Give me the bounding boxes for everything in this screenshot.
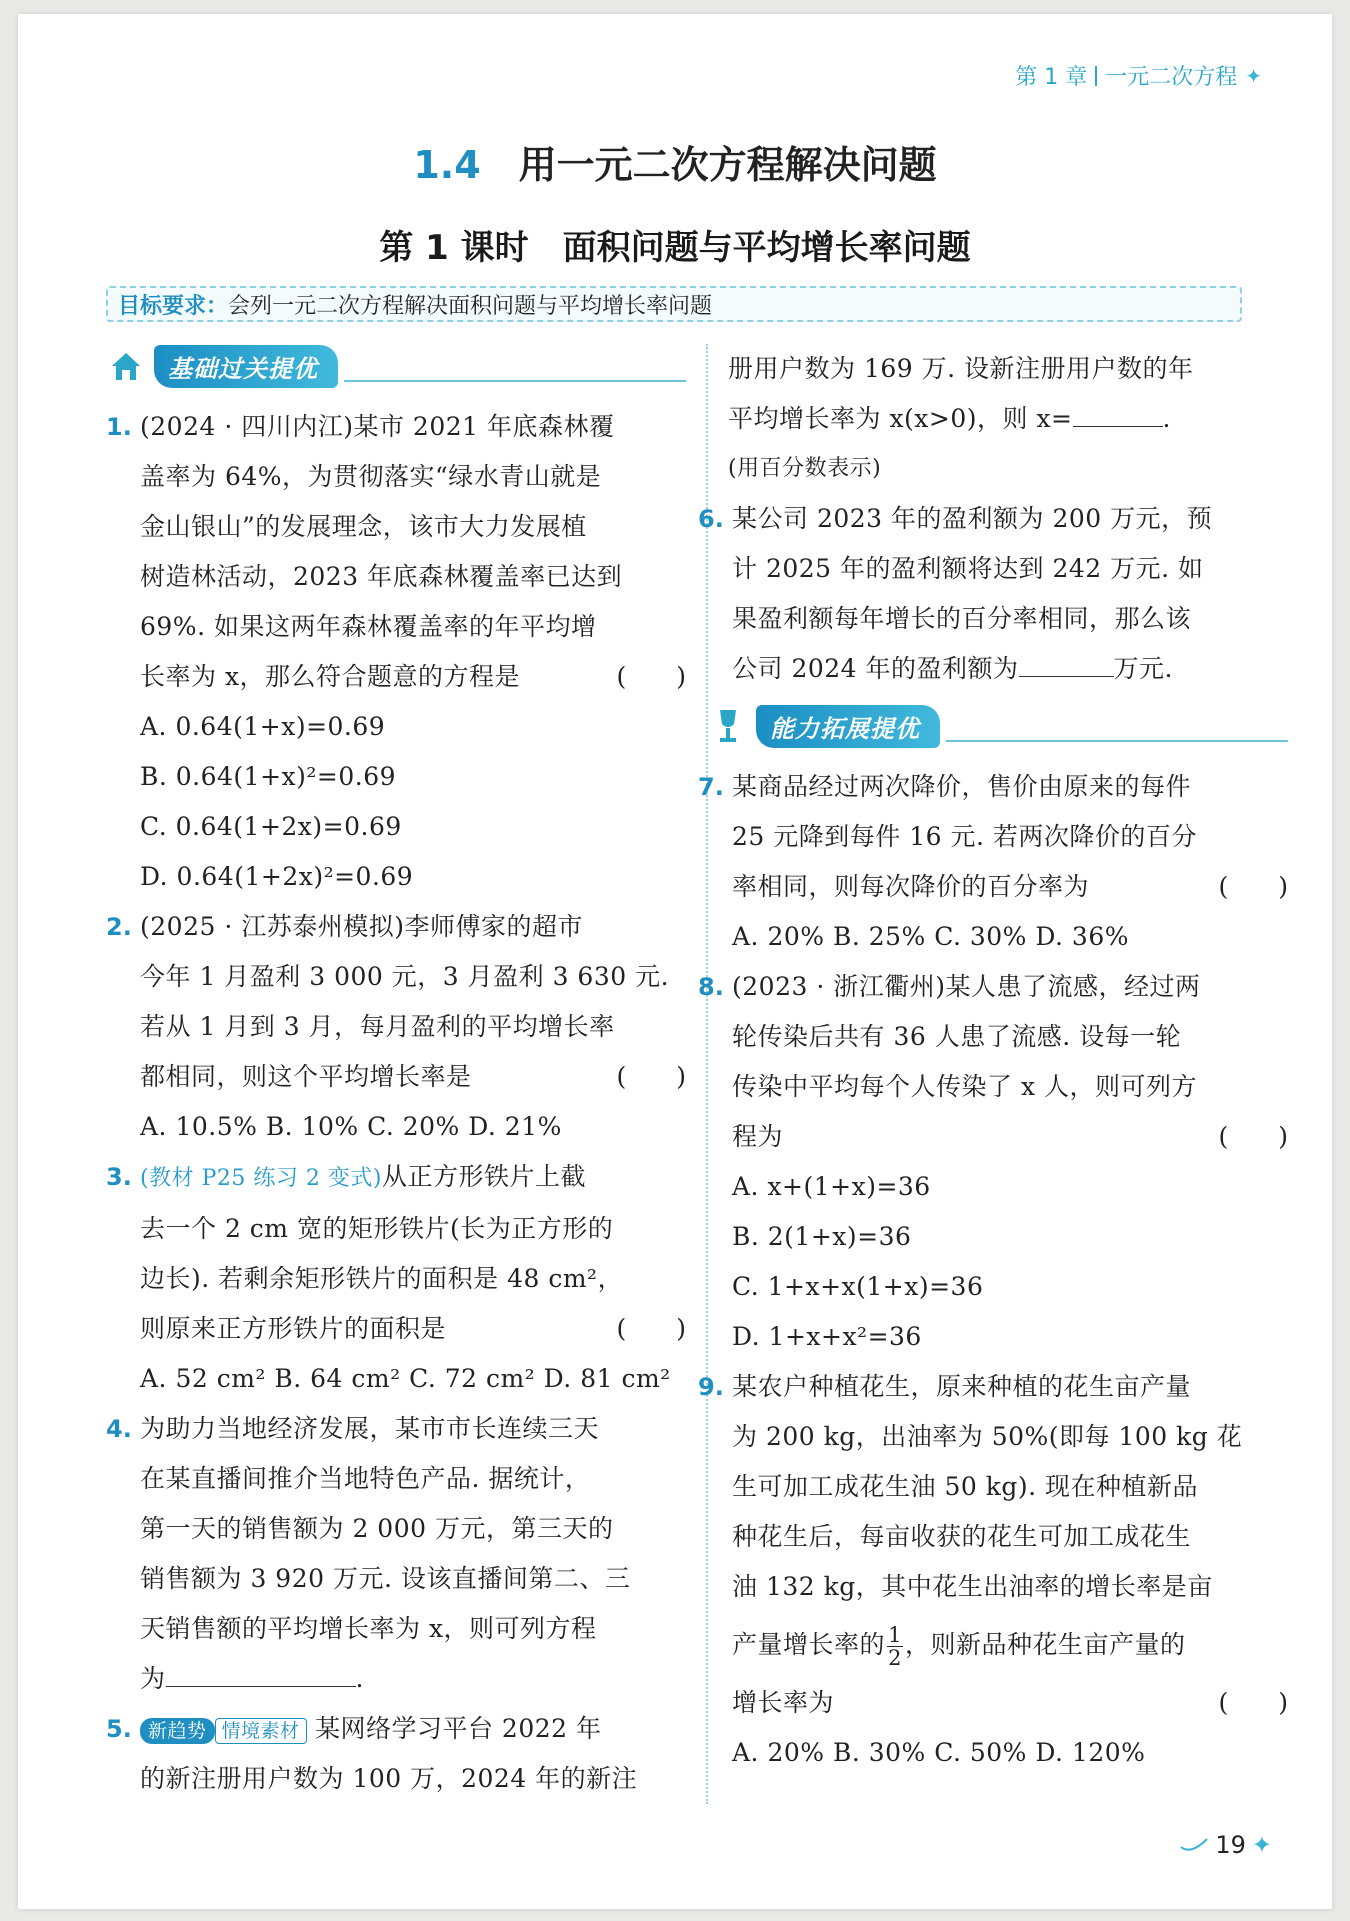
question-text: 率相同，则每次降价的百分率为	[732, 872, 1090, 901]
fraction-denominator: 2	[888, 1646, 902, 1670]
answer-blank[interactable]	[1073, 404, 1163, 427]
lesson-subtitle: 第 1 课时 面积问题与平均增长率问题	[379, 228, 971, 268]
answer-parentheses: ( )	[616, 662, 686, 691]
option-d: D. 0.64(1+2x)²=0.69	[140, 862, 414, 891]
question-text: 程为	[732, 1122, 784, 1151]
question-number: 4.	[106, 1415, 132, 1443]
banner-rule	[946, 740, 1288, 742]
question-line	[698, 644, 1288, 694]
unit-text: 万元.	[1113, 654, 1173, 683]
running-header	[1015, 60, 1262, 91]
question-text: 为	[140, 1664, 166, 1693]
question-text: 平均增长率为 x(x>0)，则 x=	[728, 404, 1073, 433]
period: .	[355, 1664, 364, 1693]
sparkle-icon: ✦	[1245, 63, 1262, 88]
question-line: 若从 1 月到 3 月，每月盈利的平均增长率	[140, 1012, 615, 1041]
question-line: 为助力当地经济发展，某市市长连续三天	[140, 1414, 600, 1443]
question-number: 9.	[698, 1373, 724, 1401]
question-line: 生可加工成花生油 50 kg). 现在种植新品	[732, 1472, 1199, 1501]
option-b: B. 2(1+x)=36	[732, 1222, 912, 1251]
answer-parentheses: ( )	[1218, 1688, 1288, 1717]
section-title-basic: 基础过关提优	[154, 345, 338, 388]
answer-parentheses: ( )	[616, 1062, 686, 1091]
question-line: 在某直播间推介当地特色产品. 据统计，	[140, 1464, 591, 1493]
house-icon	[106, 346, 146, 386]
option-d: D. 1+x+x²=36	[732, 1322, 922, 1351]
question-4	[106, 1404, 686, 1704]
period: .	[1162, 404, 1171, 433]
section-title-advanced: 能力拓展提优	[756, 705, 940, 748]
question-line: 某公司 2023 年的盈利额为 200 万元，预	[732, 504, 1213, 533]
question-line: 为 200 kg，出油率为 50%(即每 100 kg 花	[732, 1422, 1243, 1451]
question-line: (2023 · 浙江衢州)某人患了流感，经过两	[732, 972, 1201, 1001]
answer-parentheses: ( )	[1218, 1122, 1288, 1151]
banner-rule	[344, 380, 686, 382]
section-title: 用一元二次方程解决问题	[518, 143, 937, 187]
question-line	[698, 1678, 1288, 1728]
question-text: 则原来正方形铁片的面积是	[140, 1314, 447, 1343]
options-row: A. 10.5% B. 10% C. 20% D. 21%	[140, 1112, 562, 1141]
question-text: 某网络学习平台 2022 年	[314, 1714, 602, 1743]
question-5-continued	[728, 344, 1288, 494]
question-text: 公司 2024 年的盈利额为	[732, 654, 1019, 683]
question-text: 都相同，则这个平均增长率是	[140, 1062, 472, 1091]
question-8	[698, 962, 1288, 1362]
question-line: 传染中平均每个人传染了 x 人，则可列方	[732, 1072, 1197, 1101]
option-c: C. 1+x+x(1+x)=36	[732, 1272, 984, 1301]
question-line	[106, 1152, 686, 1204]
trophy-icon	[708, 706, 748, 746]
sparkle-icon: ✦	[1251, 1831, 1272, 1859]
answer-parentheses: ( )	[1218, 872, 1288, 901]
question-line: 盖率为 64%，为贯彻落实“绿水青山就是	[140, 462, 602, 491]
question-number: 6.	[698, 505, 724, 533]
question-line: 油 132 kg，其中花生出油率的增长率是亩	[732, 1572, 1213, 1601]
question-line: 计 2025 年的盈利额将达到 242 万元. 如	[732, 554, 1204, 583]
fraction-one-half	[887, 1624, 903, 1669]
question-line: 某商品经过两次降价，售价由原来的每件	[732, 772, 1192, 801]
question-line	[106, 1304, 686, 1354]
question-line: 册用户数为 169 万. 设新注册用户数的年	[728, 354, 1194, 383]
chapter-name: 一元二次方程	[1105, 65, 1238, 90]
option-a: A. 0.64(1+x)=0.69	[140, 712, 386, 741]
question-text: ，则新品种花生亩产量的	[905, 1630, 1186, 1659]
left-column	[106, 344, 686, 1804]
chapter-label: 第 1 章	[1015, 65, 1088, 90]
page-number-block	[1179, 1831, 1272, 1859]
question-line	[698, 1612, 1288, 1678]
question-number: 5.	[106, 1715, 132, 1743]
question-3	[106, 1152, 686, 1404]
question-line: 今年 1 月盈利 3 000 元，3 月盈利 3 630 元.	[140, 962, 670, 991]
question-1	[106, 402, 686, 902]
page-number: 19	[1215, 1831, 1246, 1859]
question-line: 的新注册用户数为 100 万，2024 年的新注	[140, 1764, 638, 1793]
question-7	[698, 762, 1288, 962]
question-line: 第一天的销售额为 2 000 万元，第三天的	[140, 1514, 614, 1543]
question-line	[106, 652, 686, 702]
options-row: A. 20% B. 30% C. 50% D. 120%	[732, 1738, 1146, 1767]
question-line: 金山银山”的发展理念，该市大力发展植	[140, 512, 587, 541]
question-6	[698, 494, 1288, 694]
answer-blank[interactable]	[166, 1664, 356, 1687]
swoosh-icon	[1179, 1831, 1209, 1859]
question-line: 边长). 若剩余矩形铁片的面积是 48 cm²，	[140, 1264, 624, 1293]
section-banner-basic	[106, 344, 686, 388]
page-title	[18, 134, 1332, 189]
question-line: 某农户种植花生，原来种植的花生亩产量	[732, 1372, 1192, 1401]
question-line: 轮传染后共有 36 人患了流感. 设每一轮	[732, 1022, 1182, 1051]
question-text: 增长率为	[732, 1688, 835, 1717]
question-line: (2025 · 江苏泰州模拟)李师傅家的超市	[140, 912, 583, 941]
question-line: 25 元降到每件 16 元. 若两次降价的百分	[732, 822, 1197, 851]
question-number: 3.	[106, 1163, 132, 1191]
question-line	[698, 862, 1288, 912]
question-line: 销售额为 3 920 万元. 设该直播间第二、三	[140, 1564, 631, 1593]
fraction-numerator: 1	[888, 1623, 902, 1647]
options-row: A. 20% B. 25% C. 30% D. 36%	[732, 922, 1129, 951]
context-material-badge: 情境素材	[215, 1718, 307, 1744]
question-line	[106, 1704, 686, 1754]
section-number: 1.4	[413, 143, 481, 187]
question-line	[728, 394, 1288, 444]
options-row: A. 52 cm² B. 64 cm² C. 72 cm² D. 81 cm²	[140, 1364, 671, 1393]
question-number: 2.	[106, 913, 132, 941]
question-line: 去一个 2 cm 宽的矩形铁片(长为正方形的	[140, 1214, 614, 1243]
header-separator	[1095, 66, 1097, 86]
question-note: (用百分数表示)	[728, 456, 882, 481]
question-line: 天销售额的平均增长率为 x，则可列方程	[140, 1614, 597, 1643]
goal-text: 会列一元二次方程解决面积问题与平均增长率问题	[228, 293, 713, 319]
textbook-source: (教材 P25 练习 2 变式)	[140, 1166, 382, 1191]
right-column	[698, 344, 1288, 1778]
question-line: 种花生后，每亩收获的花生可加工成花生	[732, 1522, 1192, 1551]
question-line	[698, 1112, 1288, 1162]
question-9	[698, 1362, 1288, 1778]
goal-box	[106, 286, 1242, 322]
question-number: 1.	[106, 413, 132, 441]
section-banner-advanced	[708, 704, 1288, 748]
question-line: 树造林活动，2023 年底森林覆盖率已达到	[140, 562, 623, 591]
question-line	[106, 1052, 686, 1102]
page	[18, 14, 1332, 1909]
question-line: (2024 · 四川内江)某市 2021 年底森林覆	[140, 412, 615, 441]
goal-label: 目标要求：	[118, 293, 229, 319]
answer-parentheses: ( )	[616, 1314, 686, 1343]
new-trend-badge: 新趋势	[140, 1718, 215, 1744]
question-text: 产量增长率的	[732, 1630, 886, 1659]
question-text: 长率为 x，那么符合题意的方程是	[140, 662, 521, 691]
question-line: 果盈利额每年增长的百分率相同，那么该	[732, 604, 1192, 633]
question-text: 从正方形铁片上截	[381, 1162, 586, 1191]
question-line: 69%. 如果这两年森林覆盖率的年平均增	[140, 612, 597, 641]
question-line	[106, 1654, 686, 1704]
question-5	[106, 1704, 686, 1804]
question-2	[106, 902, 686, 1152]
question-number: 7.	[698, 773, 724, 801]
option-c: C. 0.64(1+2x)=0.69	[140, 812, 402, 841]
option-a: A. x+(1+x)=36	[732, 1172, 931, 1201]
answer-blank[interactable]	[1019, 654, 1114, 677]
option-b: B. 0.64(1+x)²=0.69	[140, 762, 397, 791]
question-number: 8.	[698, 973, 724, 1001]
